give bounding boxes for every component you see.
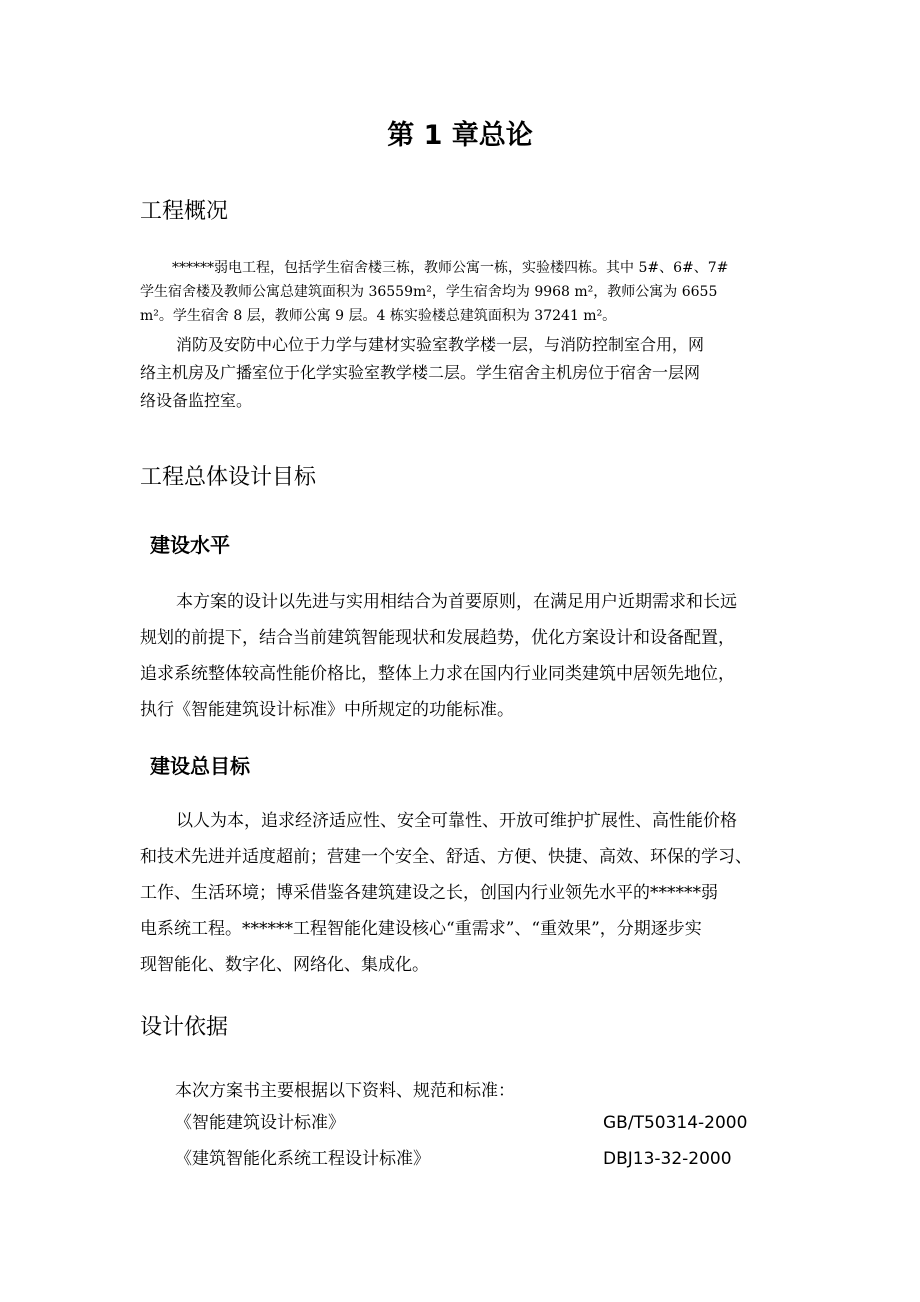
- text-line: 以人为本，追求经济适应性、安全可靠性、开放可维护扩展性、高性能价格: [176, 811, 737, 831]
- basis-intro: 本次方案书主要根据以下资料、规范和标准：: [175, 1081, 515, 1101]
- overview-paragraph-1: [140, 256, 790, 328]
- reference-title: 《智能建筑设计标准》: [175, 1113, 345, 1133]
- text-line: 络主机房及广播室位于化学实验室教学楼二层。学生宿舍主机房位于宿舍一层网: [140, 363, 701, 382]
- text-line: m²。学生宿舍 8 层，教师公寓 9 层。4 栋实验楼总建筑面积为 37241 m²。: [140, 308, 617, 324]
- reference-code: DBJ13-32-2000: [603, 1149, 732, 1169]
- text-line: 络设备监控室。: [140, 391, 253, 410]
- overview-paragraph-2: [140, 331, 790, 415]
- text-line: 规划的前提下，结合当前建筑智能现状和发展趋势，优化方案设计和设备配置，: [140, 628, 735, 648]
- subsection-heading-level: 建设水平: [150, 533, 230, 557]
- reference-row: [175, 1142, 775, 1176]
- level-paragraph: [140, 584, 790, 728]
- subsection-heading-overall: 建设总目标: [150, 754, 250, 778]
- reference-title: 《建筑智能化系统工程设计标准》: [175, 1149, 430, 1169]
- text-line: 本方案的设计以先进与实用相结合为首要原则，在满足用户近期需求和长远: [176, 592, 737, 612]
- section-heading-goals: 工程总体设计目标: [140, 465, 317, 490]
- chapter-title: 第 1 章总论: [387, 120, 533, 151]
- reference-code: GB/T50314-2000: [603, 1113, 748, 1133]
- section-heading-overview: 工程概况: [140, 199, 229, 224]
- text-line: 现智能化、数字化、网络化、集成化。: [140, 955, 429, 975]
- overall-paragraph: [140, 803, 790, 983]
- reference-row: [175, 1106, 775, 1140]
- text-line: 执行《智能建筑设计标准》中所规定的功能标准。: [140, 700, 514, 720]
- text-line: 消防及安防中心位于力学与建材实验室教学楼一层，与消防控制室合用，网: [176, 335, 705, 354]
- text-line: 追求系统整体较高性能价格比，整体上力求在国内行业同类建筑中居领先地位，: [140, 664, 735, 684]
- text-line: 和技术先进并适度超前；营建一个安全、舒适、方便、快捷、高效、环保的学习、: [140, 847, 752, 867]
- text-line: 工作、生活环境；博采借鉴各建筑建设之长，创国内行业领先水平的******弱: [140, 883, 718, 903]
- section-heading-basis: 设计依据: [140, 1015, 229, 1040]
- text-line: 电系统工程。******工程智能化建设核心“重需求”、“重效果”，分期逐步实: [140, 919, 702, 939]
- text-line: ******弱电工程，包括学生宿舍楼三栋，教师公寓一栋，实验楼四栋。其中 5#、6#、7#: [172, 260, 729, 276]
- text-line: 学生宿舍楼及教师公寓总建筑面积为 36559m²，学生宿舍均为 9968 m²，教师公寓为 6655: [140, 284, 718, 300]
